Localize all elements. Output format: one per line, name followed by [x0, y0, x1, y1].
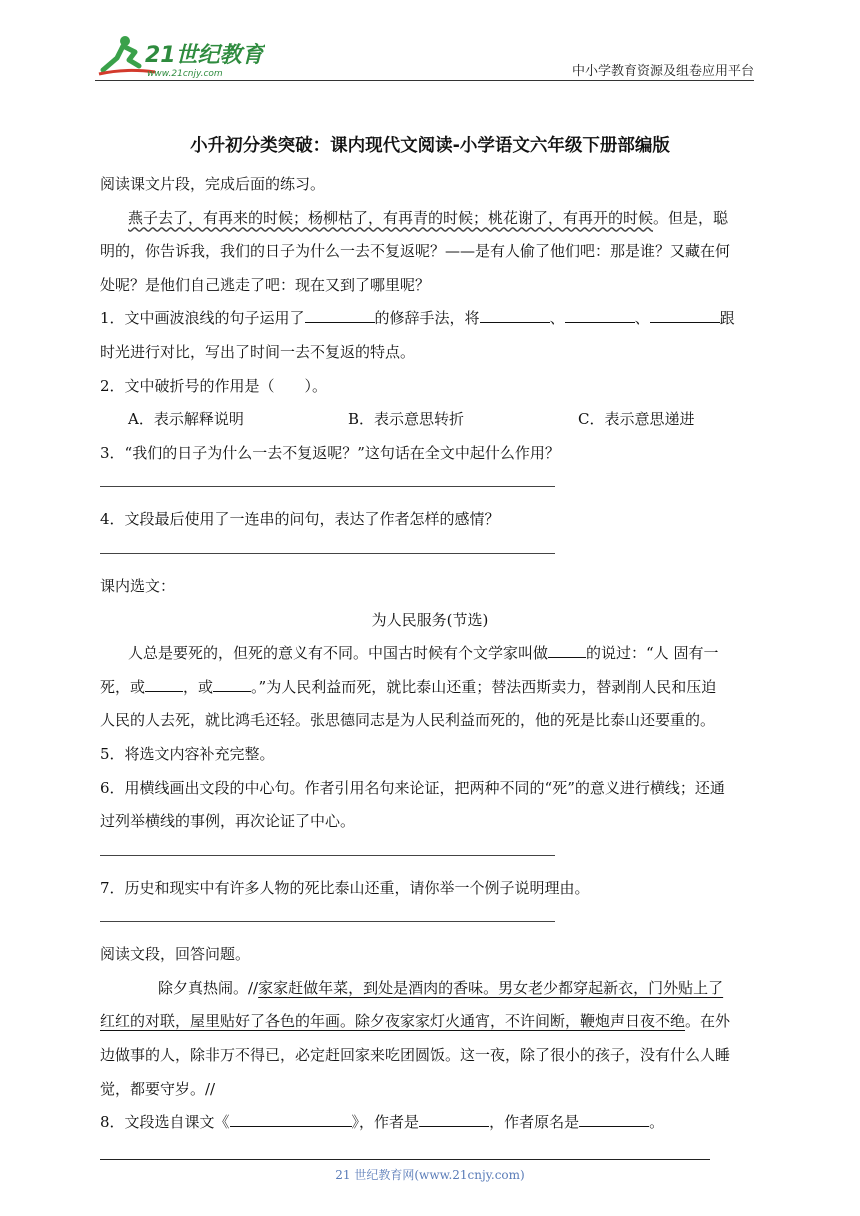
question-1-line2: 时光进行对比，写出了时间一去不复返的特点。: [100, 342, 416, 361]
q8-text: 。: [649, 1113, 665, 1132]
q8-text: 》，作者是: [351, 1113, 420, 1132]
question-6-line2: 过列举横线的事例，再次论证了中心。: [100, 812, 356, 831]
passage3-text: 。在外: [685, 1012, 731, 1031]
passage2-text: ，或: [183, 677, 214, 696]
underlined-sentence: 红红的对联，屋里贴好了各色的年画。除夕夜家家灯火通宵，不许间断，鞭炮声日夜不绝: [100, 1012, 686, 1031]
page-title: 小升初分类突破：课内现代文阅读-小学语文六年级下册部编版: [190, 136, 670, 156]
answer-line[interactable]: [100, 855, 555, 856]
answer-line[interactable]: [100, 921, 555, 922]
question-1: [100, 302, 760, 336]
section2-intro: 课内选文：: [100, 576, 176, 595]
passage3-text: 除夕真热闹。//: [158, 978, 259, 997]
passage1-line2: 明的，你告诉我，我们的日子为什么一去不复返呢？——是有人偷了他们吧：那是谁？又藏在何: [100, 242, 731, 261]
option-a[interactable]: A．表示解释说明: [128, 410, 244, 429]
passage2-text: 人总是要死的，但死的意义有不同。中国古时候有个文学家叫做: [128, 644, 549, 663]
question-2-options: [100, 403, 760, 437]
footer-text[interactable]: 21 世纪教育网(www.21cnjy.com): [335, 1168, 525, 1182]
passage3-line3: 边做事的人，除非万不得已，必定赶回家来吃团圆饭。这一夜，除了很小的孩子，没有什么人睡: [100, 1046, 731, 1065]
underlined-sentence: 家家赶做年菜，到处是酒肉的香味。男女老少都穿起新衣，门外贴上了: [258, 978, 724, 997]
answer-blank[interactable]: [548, 641, 586, 658]
answer-blank[interactable]: [565, 306, 635, 323]
passage2-line2: [100, 671, 760, 705]
document-content: [100, 168, 760, 1140]
answer-blank[interactable]: [230, 1110, 352, 1127]
question-4: 4．文段最后使用了一连串的问句，表达了作者怎样的感情？: [100, 510, 500, 529]
footer-divider: [100, 1159, 710, 1160]
answer-blank[interactable]: [480, 306, 550, 323]
logo-text: 21世纪教育: [145, 43, 264, 68]
passage2-text: 的说过：“人 固有一: [586, 644, 719, 663]
site-name: 中小学教育资源及组卷应用平台: [571, 64, 754, 79]
q1-text: 跟: [719, 309, 735, 328]
answer-blank[interactable]: [145, 675, 183, 692]
header-divider: [95, 80, 754, 81]
option-c[interactable]: C．表示意思递进: [578, 410, 695, 429]
passage3-line2: [100, 1005, 760, 1039]
site-logo: [95, 32, 265, 82]
passage3-line4: 觉，都要守岁。//: [100, 1079, 216, 1098]
question-8: [100, 1106, 760, 1140]
passage1-line1: [100, 202, 760, 236]
q8-text: ，作者原名是: [489, 1113, 580, 1132]
passage2-title: 为人民服务(节选): [371, 610, 489, 629]
question-5: 5．将选文内容补充完整。: [100, 744, 275, 763]
answer-line[interactable]: [100, 553, 555, 554]
question-2: 2．文中破折号的作用是（ ）。: [100, 376, 328, 395]
passage2-line3: 人民的人去死，就比鸿毛还轻。张思德同志是为人民利益而死的，他的死是比泰山还要重的。: [100, 711, 716, 730]
answer-line[interactable]: [100, 486, 555, 487]
question-3: 3．“我们的日子为什么一去不复返呢？”这句话在全文中起什么作用？: [100, 443, 560, 462]
q1-text: 的修辞手法，将: [374, 309, 480, 328]
q1-sep: 、: [549, 309, 565, 328]
passage1-line3: 处呢？是他们自己逃走了吧：现在又到了哪里呢？: [100, 275, 431, 294]
passage2-line1: [100, 637, 760, 671]
option-b[interactable]: B．表示意思转折: [348, 410, 465, 429]
q8-text: 8．文段选自课文《: [100, 1113, 230, 1132]
section1-intro: 阅读课文片段，完成后面的练习。: [100, 175, 326, 193]
passage1-text: 。但是，聪: [653, 208, 729, 227]
passage2-text: 死，或: [100, 677, 146, 696]
passage3-line1: [100, 972, 760, 1006]
answer-blank[interactable]: [579, 1110, 649, 1127]
answer-blank[interactable]: [650, 306, 720, 323]
section3-intro: 阅读文段，回答问题。: [100, 945, 251, 964]
wavy-sentence: 燕子去了，有再来的时候；杨柳枯了，有再青的时候；桃花谢了，有再开的时候: [128, 208, 654, 227]
passage2-text: 。”为人民利益而死，就比泰山还重；替法西斯卖力，替剥削人民和压迫: [251, 677, 717, 696]
runner-logo-icon: [95, 32, 265, 82]
q1-sep: 、: [634, 309, 650, 328]
answer-blank[interactable]: [305, 306, 375, 323]
question-7: 7．历史和现实中有许多人物的死比泰山还重，请你举一个例子说明理由。: [100, 878, 590, 897]
logo-url: www.21cnjy.com: [147, 69, 223, 79]
answer-blank[interactable]: [419, 1110, 489, 1127]
answer-blank[interactable]: [213, 675, 251, 692]
question-6-line1: 6．用横线画出文段的中心句。作者引用名句来论证，把两种不同的“死”的意义进行横线；还通: [100, 778, 725, 797]
q1-text: 1．文中画波浪线的句子运用了: [100, 309, 305, 328]
